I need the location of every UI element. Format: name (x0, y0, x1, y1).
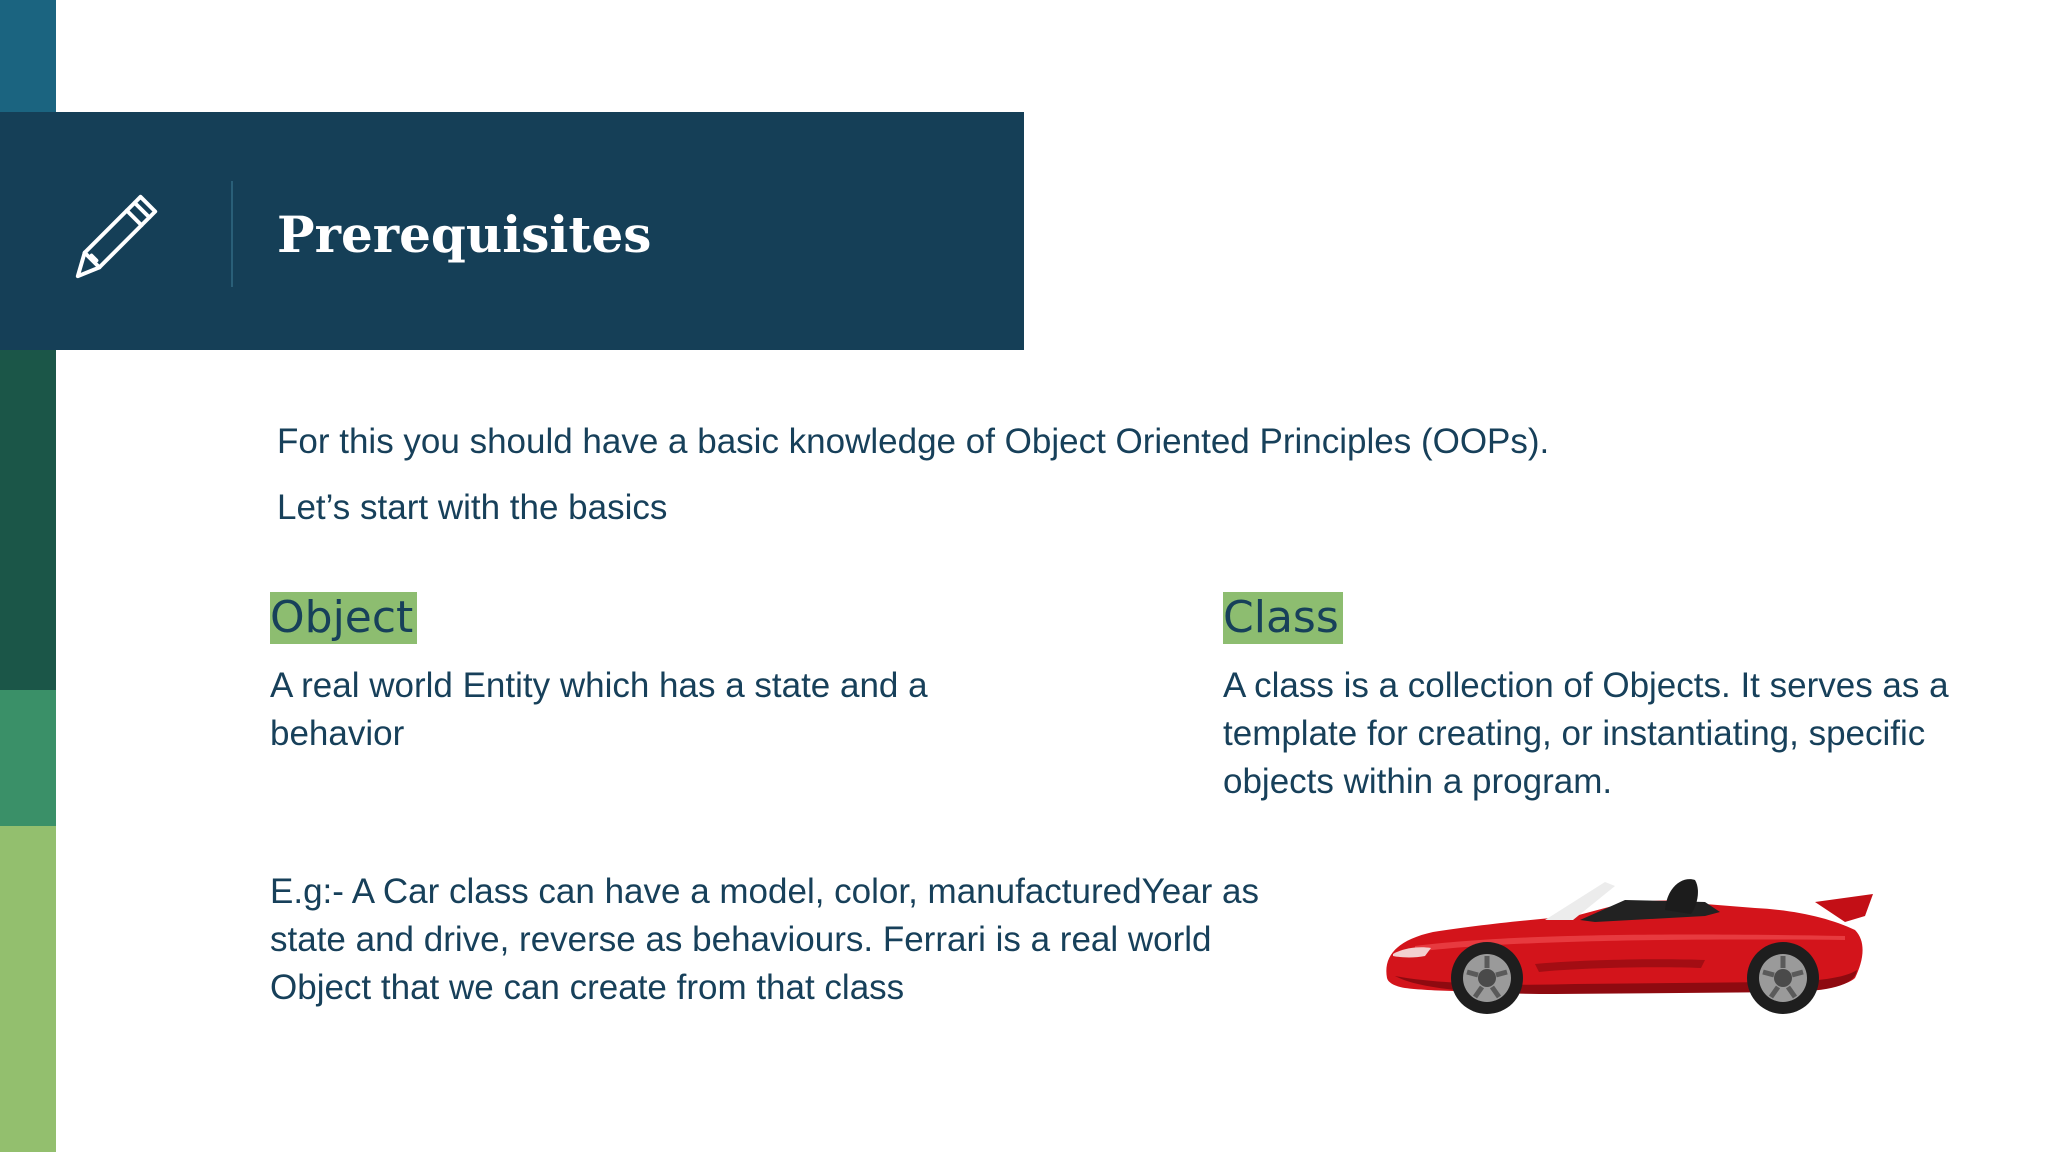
pencil-icon (68, 188, 166, 286)
class-heading: Class (1223, 592, 1343, 644)
intro-text-oops: For this you should have a basic knowledge of Object Oriented Principles (OOPs). (277, 422, 1550, 461)
title-divider (231, 181, 233, 287)
object-description: A real world Entity which has a state and a behavior (270, 666, 928, 753)
object-heading: Object (270, 592, 417, 644)
red-car-illustration (1375, 860, 1875, 1020)
intro-text-basics: Let’s start with the basics (277, 488, 668, 527)
accent-stripe-dark-green (0, 350, 56, 690)
accent-stripe-light-green (0, 826, 56, 1152)
example-text: E.g:- A Car class can have a model, color, manufacturedYear as state and drive, reverse as behaviours. Ferrari is a real world Object that we can create from that class (270, 872, 1259, 1007)
accent-stripe-mid-green (0, 690, 56, 826)
slide-title: Prerequisites (277, 205, 652, 264)
class-description: A class is a collection of Objects. It serves as a template for creating, or instantiating, specific objects within a program. (1223, 666, 1949, 801)
accent-stripe-top (0, 0, 56, 112)
